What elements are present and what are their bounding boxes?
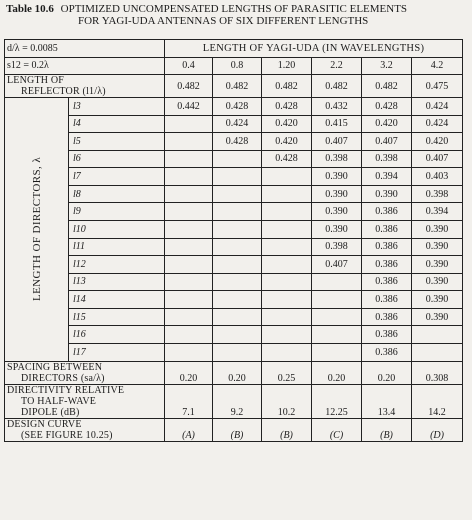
design-value: (B) [262, 418, 312, 441]
director-value [262, 203, 312, 221]
reflector-value: 0.482 [165, 75, 213, 98]
directivity-label-3: DIPOLE (dB) [21, 406, 80, 418]
director-value: 0.407 [312, 133, 362, 151]
director-value [312, 343, 362, 361]
design-row [5, 418, 463, 441]
reflector-row [5, 75, 463, 98]
director-value: 0.398 [362, 150, 412, 168]
param-s12: s12 = 0.2λ [5, 57, 165, 75]
director-value [165, 308, 213, 326]
director-value: 0.407 [412, 150, 463, 168]
director-value [213, 185, 262, 203]
spacing-label-1: SPACING BETWEEN [7, 361, 103, 373]
director-row [5, 220, 463, 238]
director-value [165, 203, 213, 221]
director-value [262, 168, 312, 186]
directivity-label-2: TO HALF-WAVE [21, 395, 97, 407]
director-value: 0.386 [362, 308, 412, 326]
director-value [312, 308, 362, 326]
director-value [165, 150, 213, 168]
reflector-label-2: REFLECTOR (l1/λ) [21, 86, 106, 97]
director-value: 0.428 [213, 133, 262, 151]
director-value: 0.403 [412, 168, 463, 186]
director-value: 0.390 [312, 185, 362, 203]
director-value [213, 220, 262, 238]
director-value [213, 150, 262, 168]
directors-label-cell [5, 98, 69, 362]
director-row [5, 150, 463, 168]
director-value [213, 168, 262, 186]
director-value [312, 291, 362, 309]
director-row [5, 203, 463, 221]
param-row-d [5, 40, 463, 58]
design-value: (C) [312, 418, 362, 441]
caption-line-1: OPTIMIZED UNCOMPENSATED LENGTHS OF PARASITIC ELEMENTS [60, 3, 408, 15]
director-value [262, 220, 312, 238]
director-value [213, 273, 262, 291]
director-value: 0.398 [312, 238, 362, 256]
director-value [412, 343, 463, 361]
director-value: 0.424 [412, 98, 463, 116]
director-value [165, 273, 213, 291]
length-col: 0.4 [165, 57, 213, 75]
director-value [213, 291, 262, 309]
director-value [165, 326, 213, 344]
spacing-value: 0.20 [165, 361, 213, 384]
director-name: l3 [69, 98, 165, 116]
director-name: l16 [69, 326, 165, 344]
director-name: l9 [69, 203, 165, 221]
design-value: (B) [213, 418, 262, 441]
length-col: 1.20 [262, 57, 312, 75]
directivity-value: 13.4 [362, 384, 412, 418]
table-caption [6, 3, 468, 27]
director-value [312, 273, 362, 291]
spacing-value: 0.20 [312, 361, 362, 384]
director-row [5, 308, 463, 326]
directivity-value: 9.2 [213, 384, 262, 418]
spacing-value: 0.25 [262, 361, 312, 384]
director-value [262, 308, 312, 326]
director-value [412, 326, 463, 344]
yagi-uda-table [4, 39, 463, 442]
spacing-value: 0.20 [362, 361, 412, 384]
director-value [165, 238, 213, 256]
director-value [213, 203, 262, 221]
director-value [165, 133, 213, 151]
director-name: l13 [69, 273, 165, 291]
director-value [165, 168, 213, 186]
reflector-value: 0.482 [312, 75, 362, 98]
director-value: 0.398 [412, 185, 463, 203]
director-value [312, 326, 362, 344]
spacing-value: 0.20 [213, 361, 262, 384]
director-row [5, 238, 463, 256]
director-name: l17 [69, 343, 165, 361]
director-value: 0.428 [262, 150, 312, 168]
director-value [262, 343, 312, 361]
director-value: 0.390 [412, 291, 463, 309]
director-value: 0.390 [362, 185, 412, 203]
director-row [5, 343, 463, 361]
director-name: l12 [69, 256, 165, 274]
length-col: 3.2 [362, 57, 412, 75]
director-value: 0.386 [362, 256, 412, 274]
directivity-row [5, 384, 463, 418]
director-value [213, 343, 262, 361]
director-name: l6 [69, 150, 165, 168]
director-value: 0.432 [312, 98, 362, 116]
table-wrapper [4, 39, 463, 442]
param-d-lambda: d/λ = 0.0085 [5, 40, 165, 58]
director-name: l7 [69, 168, 165, 186]
director-value: 0.420 [262, 133, 312, 151]
director-name: l14 [69, 291, 165, 309]
reflector-value: 0.482 [213, 75, 262, 98]
director-name: l8 [69, 185, 165, 203]
directivity-value: 7.1 [165, 384, 213, 418]
director-value [165, 343, 213, 361]
director-row [5, 326, 463, 344]
director-value: 0.415 [312, 115, 362, 133]
director-value: 0.386 [362, 326, 412, 344]
directivity-value: 10.2 [262, 384, 312, 418]
director-value: 0.390 [312, 220, 362, 238]
design-value: (D) [412, 418, 463, 441]
design-value: (A) [165, 418, 213, 441]
reflector-label [5, 75, 165, 98]
length-col: 4.2 [412, 57, 463, 75]
directivity-value: 12.25 [312, 384, 362, 418]
director-value [165, 185, 213, 203]
director-value: 0.390 [412, 308, 463, 326]
director-name: l15 [69, 308, 165, 326]
design-label-1: DESIGN CURVE [7, 418, 82, 430]
design-label [5, 418, 165, 441]
director-value [213, 326, 262, 344]
director-value: 0.390 [412, 273, 463, 291]
director-value: 0.386 [362, 238, 412, 256]
director-value: 0.407 [362, 133, 412, 151]
director-value [213, 238, 262, 256]
director-value [165, 115, 213, 133]
reflector-value: 0.482 [262, 75, 312, 98]
director-value: 0.394 [362, 168, 412, 186]
director-value: 0.390 [312, 203, 362, 221]
director-value [165, 256, 213, 274]
director-name: l10 [69, 220, 165, 238]
director-value [262, 185, 312, 203]
spacing-row [5, 361, 463, 384]
director-value: 0.428 [262, 98, 312, 116]
length-col: 0.8 [213, 57, 262, 75]
spacing-label-2: DIRECTORS (sa/λ) [21, 372, 105, 384]
director-value [213, 308, 262, 326]
director-value [262, 273, 312, 291]
director-row [5, 115, 463, 133]
director-value: 0.390 [412, 220, 463, 238]
director-value: 0.386 [362, 273, 412, 291]
director-value: 0.428 [213, 98, 262, 116]
param-row-s12 [5, 57, 463, 75]
director-value: 0.420 [262, 115, 312, 133]
director-value: 0.420 [412, 133, 463, 151]
director-value: 0.420 [362, 115, 412, 133]
director-value [262, 326, 312, 344]
reflector-value: 0.475 [412, 75, 463, 98]
director-value: 0.424 [412, 115, 463, 133]
director-value [262, 238, 312, 256]
director-value: 0.386 [362, 203, 412, 221]
director-value: 0.386 [362, 220, 412, 238]
director-name: l4 [69, 115, 165, 133]
design-value: (B) [362, 418, 412, 441]
director-value: 0.398 [312, 150, 362, 168]
director-row [5, 273, 463, 291]
director-value [165, 220, 213, 238]
director-name: l5 [69, 133, 165, 151]
reflector-label-1: LENGTH OF [7, 75, 65, 86]
director-row [5, 256, 463, 274]
length-col: 2.2 [312, 57, 362, 75]
director-value [262, 291, 312, 309]
director-row [5, 185, 463, 203]
director-row [5, 133, 463, 151]
table-number: Table 10.6 [6, 3, 54, 15]
director-value [262, 256, 312, 274]
director-name: l11 [69, 238, 165, 256]
director-row [5, 168, 463, 186]
directivity-label [5, 384, 165, 418]
director-row [5, 291, 463, 309]
director-value: 0.386 [362, 343, 412, 361]
director-value: 0.390 [412, 238, 463, 256]
director-row [5, 98, 463, 116]
director-value: 0.394 [412, 203, 463, 221]
director-value: 0.442 [165, 98, 213, 116]
director-value: 0.390 [312, 168, 362, 186]
directivity-label-1: DIRECTIVITY RELATIVE [7, 384, 125, 396]
directors-label: LENGTH OF DIRECTORS, λ [30, 157, 43, 302]
reflector-value: 0.482 [362, 75, 412, 98]
director-value: 0.386 [362, 291, 412, 309]
design-label-2: (SEE FIGURE 10.25) [21, 429, 113, 441]
spacing-value: 0.308 [412, 361, 463, 384]
director-value: 0.407 [312, 256, 362, 274]
spacing-label [5, 361, 165, 384]
directivity-value: 14.2 [412, 384, 463, 418]
caption-line-2: FOR YAGI-UDA ANTENNAS OF SIX DIFFERENT LENGTHS [78, 15, 369, 27]
length-header: LENGTH OF YAGI-UDA (IN WAVELENGTHS) [165, 40, 463, 58]
director-value [165, 291, 213, 309]
director-value [213, 256, 262, 274]
director-value: 0.390 [412, 256, 463, 274]
director-value: 0.428 [362, 98, 412, 116]
director-value: 0.424 [213, 115, 262, 133]
